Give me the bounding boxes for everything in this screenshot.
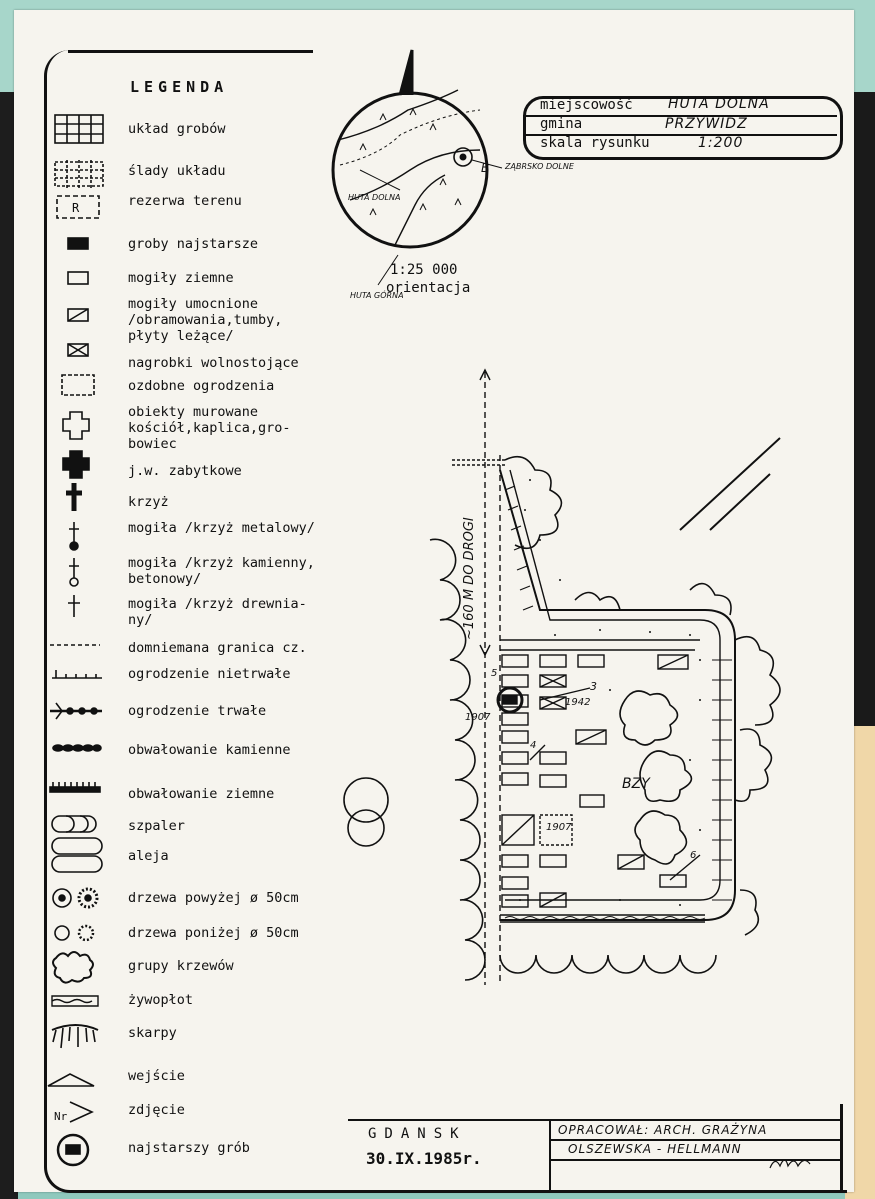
locality-label: miejscowość bbox=[540, 97, 633, 113]
place-zabrsko: ZĄBRSKO DOLNE bbox=[505, 162, 574, 171]
legend-label-stone-embankment: obwałowanie kamienne bbox=[128, 742, 291, 758]
scale-label: skala rysunku bbox=[540, 135, 650, 151]
plan-year-1942: 1942 bbox=[565, 697, 591, 708]
photo-number-6: 6 bbox=[690, 850, 697, 861]
legend-label-entrance: wejście bbox=[128, 1068, 185, 1084]
signature bbox=[770, 1160, 810, 1168]
place-huta-dolna: HUTA DOLNA bbox=[348, 193, 401, 202]
road-note: ~160 M DO DROGI bbox=[462, 517, 477, 640]
legend-title: LEGENDA bbox=[130, 78, 229, 96]
legend-label-reserve: rezerwa terenu bbox=[128, 193, 242, 209]
place-huta-gorna: HUTA GÓRNA bbox=[350, 291, 404, 300]
footer-author-line2: OLSZEWSKA - HELLMANN bbox=[568, 1142, 742, 1156]
svg-text:R: R bbox=[72, 201, 80, 215]
legend-label-oldest-graves: groby najstarsze bbox=[128, 236, 259, 252]
legend-label-alley: aleja bbox=[128, 848, 169, 864]
photo-number-5: 5 bbox=[491, 668, 498, 679]
legend-label-oldest-grave: najstarszy grób bbox=[128, 1140, 250, 1156]
legend-label-grid: układ grobów bbox=[128, 121, 226, 137]
footer-city: GDANSK bbox=[368, 1126, 467, 1142]
legend-label-photo: zdjęcie bbox=[128, 1102, 185, 1118]
svg-text:Nr: Nr bbox=[54, 1110, 68, 1123]
legend-label-grid-trace: ślady układu bbox=[128, 163, 226, 179]
legend-label-historic-object: j.w. zabytkowe bbox=[128, 463, 242, 479]
legend-label-earth-grave: mogiły ziemne bbox=[128, 270, 234, 286]
commune-value: PRZYWIDZ bbox=[665, 116, 748, 132]
legend-label-temporary-fence: ogrodzenie nietrwałe bbox=[128, 666, 291, 682]
legend-label-cross: krzyż bbox=[128, 494, 169, 510]
legend-label-permanent-fence: ogrodzenie trwałe bbox=[128, 703, 267, 719]
scale-value: 1:200 bbox=[698, 135, 744, 151]
legend-label-hedge: żywopłot bbox=[128, 992, 194, 1008]
legend-label-shrub-group: grupy krzewów bbox=[128, 958, 234, 974]
legend-label-wooden-cross: mogiła /krzyż drewnia- ny/ bbox=[128, 596, 307, 628]
plan-label-bzy: BZY bbox=[622, 776, 650, 792]
legend-label-earth-embankment: obwałowanie ziemne bbox=[128, 786, 275, 802]
commune-label: gmina bbox=[540, 116, 583, 132]
photo-number-3: 3 bbox=[590, 680, 597, 693]
legend-label-metal-cross: mogiła /krzyż metalowy/ bbox=[128, 520, 315, 536]
legend-label-freestanding-tombstone: nagrobki wolnostojące bbox=[128, 355, 299, 371]
orientation-marker: B bbox=[481, 161, 490, 175]
legend-label-boundary-line: domniemana granica cz. bbox=[128, 640, 307, 656]
footer-date: 30.IX.1985r. bbox=[366, 1149, 482, 1168]
legend-label-decorative-fence: ozdobne ogrodzenia bbox=[128, 378, 275, 394]
orientation-scale: 1:25 000 bbox=[390, 262, 458, 278]
photo-number-4: 4 bbox=[530, 740, 537, 751]
locality-value: HUTA DOLNA bbox=[668, 96, 770, 112]
orientation-label: orientacja bbox=[386, 280, 471, 296]
legend-label-slope: skarpy bbox=[128, 1025, 177, 1041]
legend-label-stone-cross: mogiła /krzyż kamienny, betonowy/ bbox=[128, 555, 315, 587]
plan-year-1907-b: 1907 bbox=[546, 822, 572, 833]
legend-label-reinforced-grave: mogiły umocnione /obramowania,tumby, płyty leżące/ bbox=[128, 296, 283, 344]
legend-label-large-tree: drzewa powyżej ø 50cm bbox=[128, 890, 299, 906]
legend-label-small-tree: drzewa poniżej ø 50cm bbox=[128, 925, 299, 941]
footer-author-line1: OPRACOWAŁ: ARCH. GRAŻYNA bbox=[558, 1123, 768, 1137]
legend-label-hedge-row: szpaler bbox=[128, 818, 185, 834]
legend-label-masonry-object: obiekty murowane kościół,kaplica,gro- bowiec bbox=[128, 404, 291, 452]
plan-year-1907-a: 1907 bbox=[465, 712, 491, 723]
